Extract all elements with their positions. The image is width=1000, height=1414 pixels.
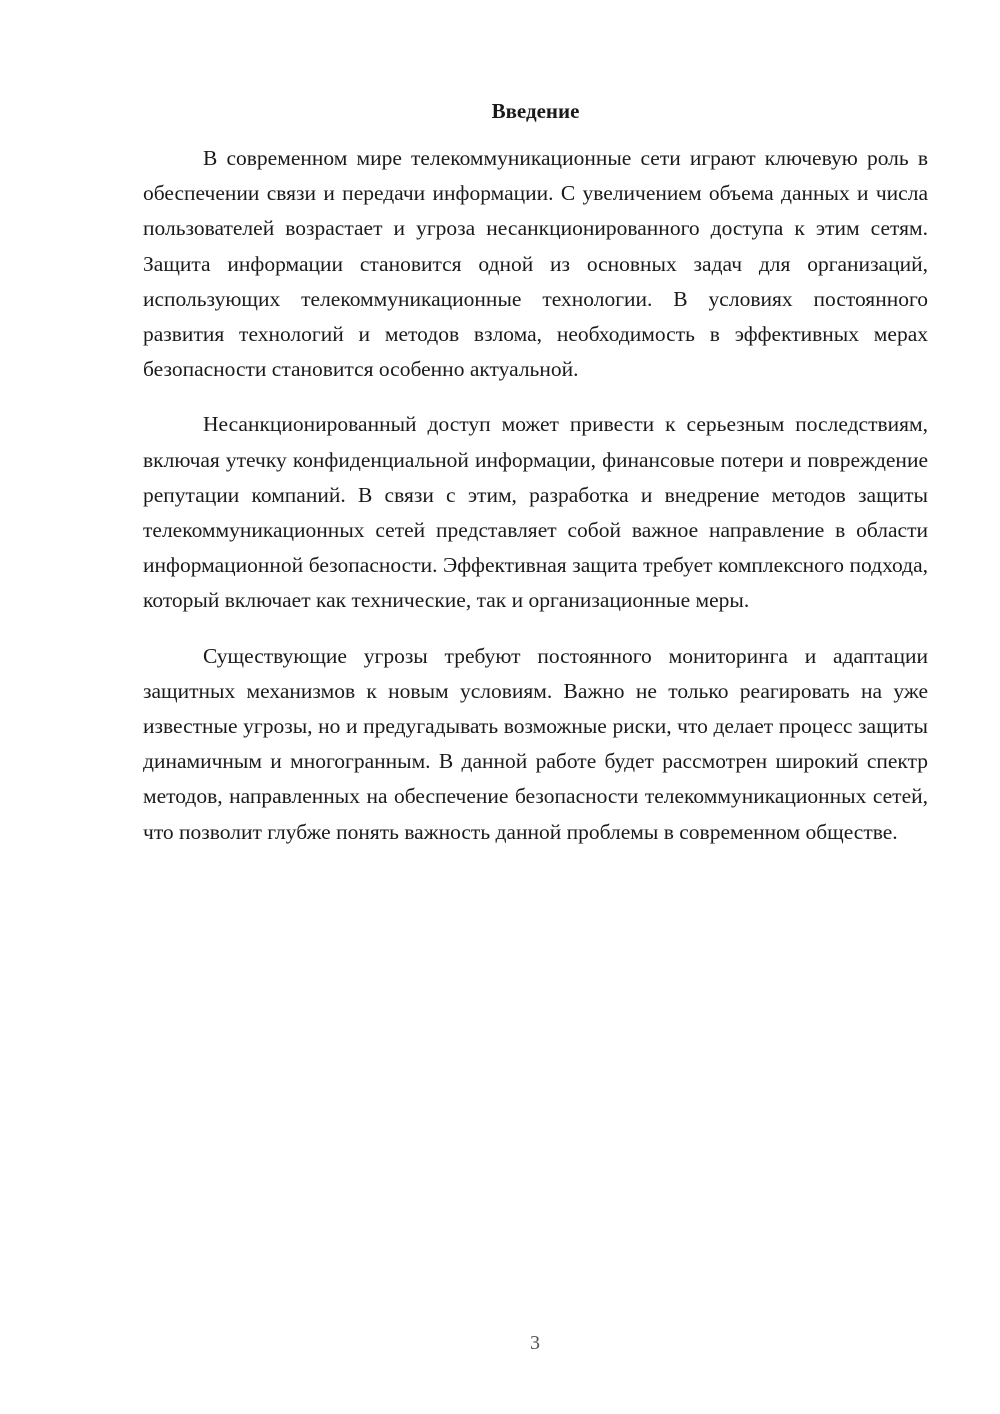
page-content — [143, 93, 928, 870]
section-title: Введение — [491, 99, 580, 123]
paragraph-3: Существующие угрозы требуют постоянного мониторинга и адаптации защитных механизмов к новым условиям. Важно не только реагировать на уже известные угрозы, но и предугадывать возможные риски, что делает процесс защиты динамичным и многогранным. В данной работе будет рассмотрен широкий спектр методов, направленных на обеспечение безопасности телекоммуникационных сетей, что позволит глубже понять важность данной проблемы в современном обществе. — [143, 643, 928, 844]
paragraph-1: В современном мире телекоммуникационные сети играют ключевую роль в обеспечении связи и передачи информации. С увеличением объема данных и числа пользователей возрастает и угроза несанкционированного доступа к этим сетям. Защита информации становится одной из основных задач для организаций, использующих телекоммуникационные технологии. В условиях постоянного развития технологий и методов взлома, необходимость в эффективных мерах безопасности становится особенно актуальной. — [143, 146, 928, 382]
paragraph-2: Несанкционированный доступ может привести к серьезным последствиям, включая утечку конфиденциальной информации, финансовые потери и повреждение репутации компаний. В связи с этим, разработка и внедрение методов защиты телекоммуникационных сетей представляет собой важное направление в области информационной безопасности. Эффективная защита требует комплексного подхода, который включает как технические, так и организационные меры. — [143, 412, 928, 613]
page-number: 3 — [530, 1332, 540, 1354]
